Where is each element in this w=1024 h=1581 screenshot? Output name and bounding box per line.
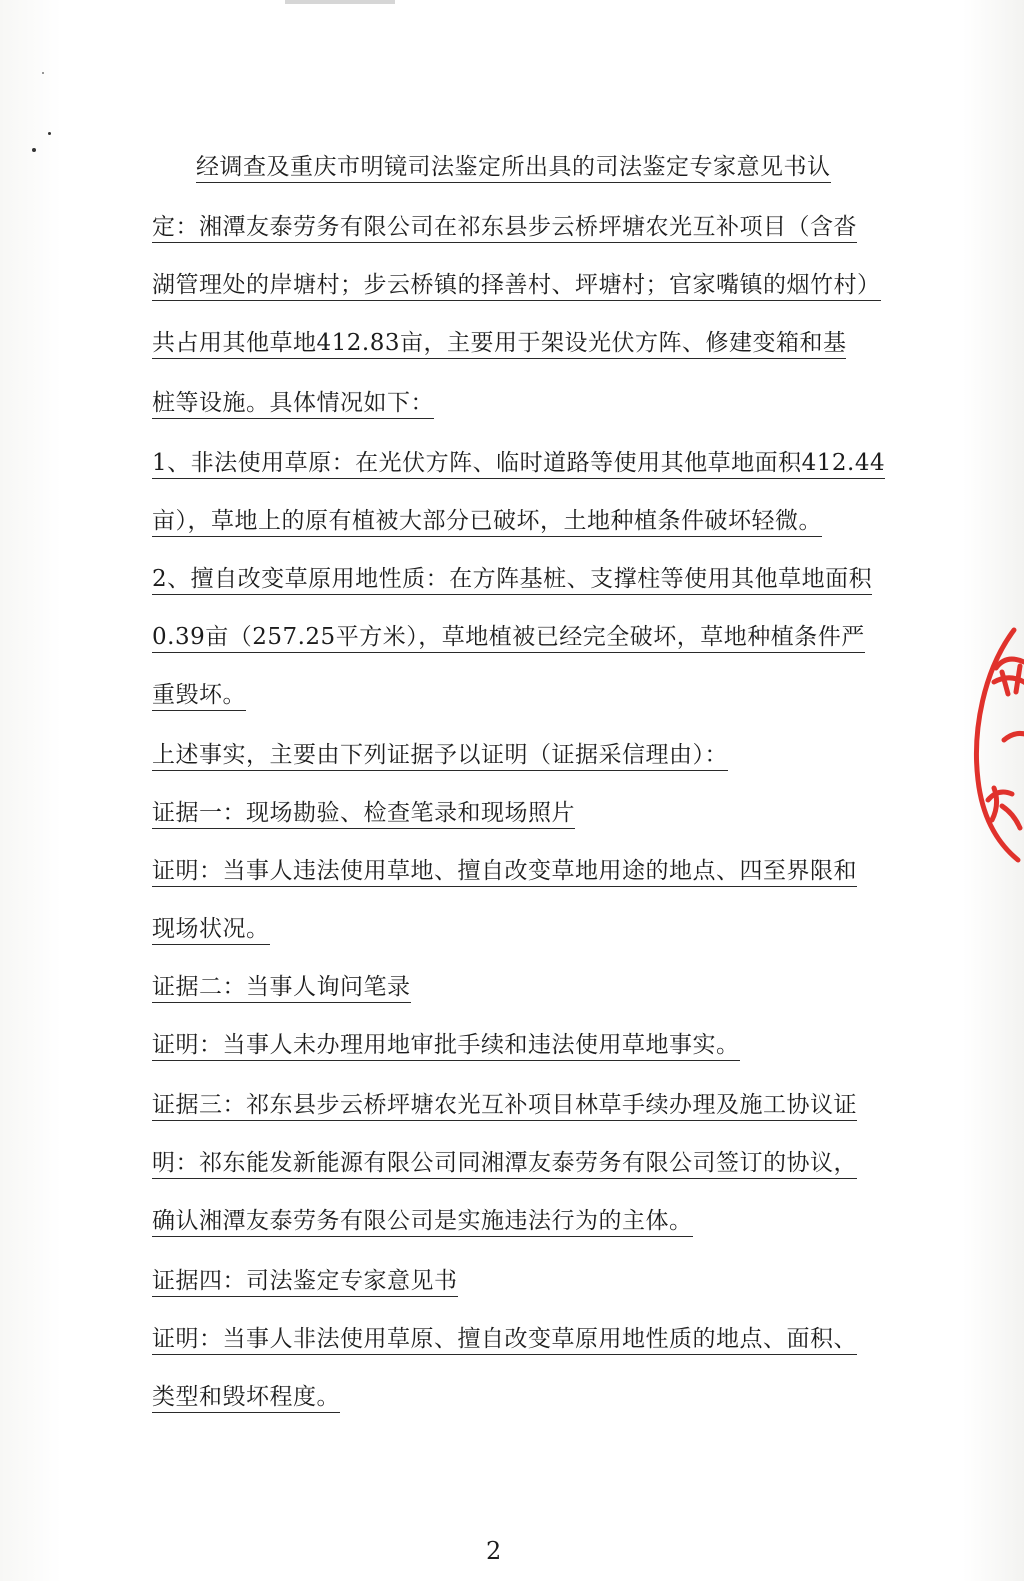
body-line: 桩等设施。具体情况如下： bbox=[152, 388, 864, 418]
red-seal-stamp bbox=[944, 610, 1024, 870]
body-line: 上述事实，主要由下列证据予以证明（证据采信理由）： bbox=[152, 740, 864, 770]
evidence-proof: 确认湘潭友泰劳务有限公司是实施违法行为的主体。 bbox=[152, 1206, 864, 1236]
body-line: 湖管理处的岸塘村；步云桥镇的择善村、坪塘村；官家嘴镇的烟竹村） bbox=[152, 270, 864, 300]
body-line: 1、非法使用草原：在光伏方阵、临时道路等使用其他草地面积412.44 bbox=[152, 448, 864, 478]
evidence-proof: 证明：当事人非法使用草原、擅自改变草原用地性质的地点、面积、 bbox=[152, 1324, 864, 1354]
scan-artifact bbox=[285, 0, 395, 4]
body-line: 共占用其他草地412.83亩，主要用于架设光伏方阵、修建变箱和基 bbox=[152, 328, 864, 358]
body-line: 经调查及重庆市明镜司法鉴定所出具的司法鉴定专家意见书认 bbox=[196, 152, 864, 182]
evidence-proof: 现场状况。 bbox=[152, 914, 864, 944]
evidence-heading: 证据三：祁东县步云桥坪塘农光互补项目林草手续办理及施工协议证 bbox=[152, 1090, 864, 1120]
evidence-proof: 明：祁东能发新能源有限公司同湘潭友泰劳务有限公司签订的协议， bbox=[152, 1148, 864, 1178]
evidence-heading: 证据二：当事人询问笔录 bbox=[152, 972, 864, 1002]
body-line: 重毁坏。 bbox=[152, 680, 864, 710]
evidence-proof: 证明：当事人未办理用地审批手续和违法使用草地事实。 bbox=[152, 1030, 864, 1060]
scan-speck bbox=[32, 148, 36, 152]
scan-speck bbox=[42, 72, 44, 74]
body-line: 定：湘潭友泰劳务有限公司在祁东县步云桥坪塘农光互补项目（含沓 bbox=[152, 212, 864, 242]
evidence-heading: 证据四：司法鉴定专家意见书 bbox=[152, 1266, 864, 1296]
body-line: 2、擅自改变草原用地性质：在方阵基桩、支撑柱等使用其他草地面积 bbox=[152, 564, 864, 594]
body-line: 0.39亩（257.25平方米），草地植被已经完全破坏，草地种植条件严 bbox=[152, 622, 864, 652]
body-line: 亩），草地上的原有植被大部分已破坏，土地种植条件破坏轻微。 bbox=[152, 506, 864, 536]
evidence-heading: 证据一：现场勘验、检查笔录和现场照片 bbox=[152, 798, 864, 828]
scan-speck bbox=[48, 132, 51, 135]
evidence-proof: 类型和毁坏程度。 bbox=[152, 1382, 864, 1412]
page-number: 2 bbox=[486, 1537, 502, 1565]
evidence-proof: 证明：当事人违法使用草地、擅自改变草地用途的地点、四至界限和 bbox=[152, 856, 864, 886]
